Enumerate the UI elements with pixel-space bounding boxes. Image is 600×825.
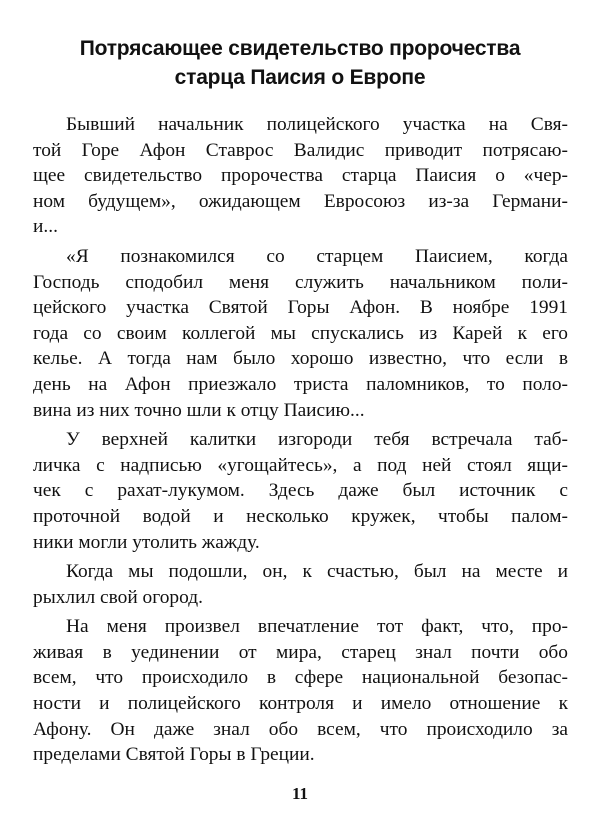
text-line: пределами Святой Горы в Греции. [33, 744, 315, 766]
text-line: ности и полицейского контроля и имело отношение к [33, 693, 568, 715]
text-line: келье. А тогда нам было хорошо известно, что если в [33, 348, 568, 370]
text-line: личка с надписью «угощайтесь», а под ней стоял ящи- [33, 454, 568, 476]
paragraph-3 [33, 427, 568, 555]
text-line: всем, что происходило в сфере национальной безопас- [33, 667, 568, 689]
body-text [33, 112, 568, 772]
text-line: ники могли утолить жажду. [33, 531, 260, 553]
text-line: Бывший начальник полицейского участка на Свя- [66, 114, 568, 135]
text-line: щее свидетельство пророчества старца Паисия о «чер- [33, 165, 568, 187]
text-line: Афону. Он даже знал обо всем, что происходило за [33, 718, 568, 740]
text-line: проточной водой и несколько кружек, чтобы палом- [33, 505, 568, 527]
text-line: ном будущем», ожидающем Евросоюз из-за Германи- [33, 190, 568, 212]
text-line: и... [33, 216, 58, 238]
text-line: «Я познакомился со старцем Паисием, когда [66, 245, 568, 267]
text-line: года со своим коллегой мы спускались из Карей к его [33, 322, 568, 344]
text-line: У верхней калитки изгороди тебя встречала таб- [66, 429, 568, 451]
paragraph-1 [33, 112, 568, 240]
text-line: вина из них точно шли к отцу Паисию... [33, 399, 365, 421]
text-line: день на Афон приезжало триста паломников, то поло- [33, 373, 568, 395]
page-number: 11 [291, 784, 309, 803]
text-line: На меня произвел впечатление тот факт, что, про- [66, 616, 568, 638]
chapter-title-line-1: Потрясающее свидетельство пророчества [79, 37, 521, 60]
text-line: чек с рахат-лукумом. Здесь даже был источник с [33, 480, 568, 502]
chapter-title-line-2: старца Паисия о Европе [174, 66, 426, 89]
paragraph-2 [33, 244, 568, 423]
text-line: живая в уединении от мира, старец знал почти обо [33, 641, 568, 663]
text-line: Господь сподобил меня служить начальником поли- [33, 271, 568, 293]
text-line: Когда мы подошли, он, к счастью, был на месте и [66, 561, 568, 583]
text-line: той Горе Афон Ставрос Валидис приводит потрясаю- [33, 139, 568, 161]
chapter-title [40, 34, 560, 92]
text-line: рыхлил свой огород. [33, 586, 203, 608]
paragraph-5 [33, 614, 568, 768]
paragraph-4 [33, 559, 568, 610]
text-line: цейского участка Святой Горы Афон. В ноябре 1991 [33, 297, 568, 319]
